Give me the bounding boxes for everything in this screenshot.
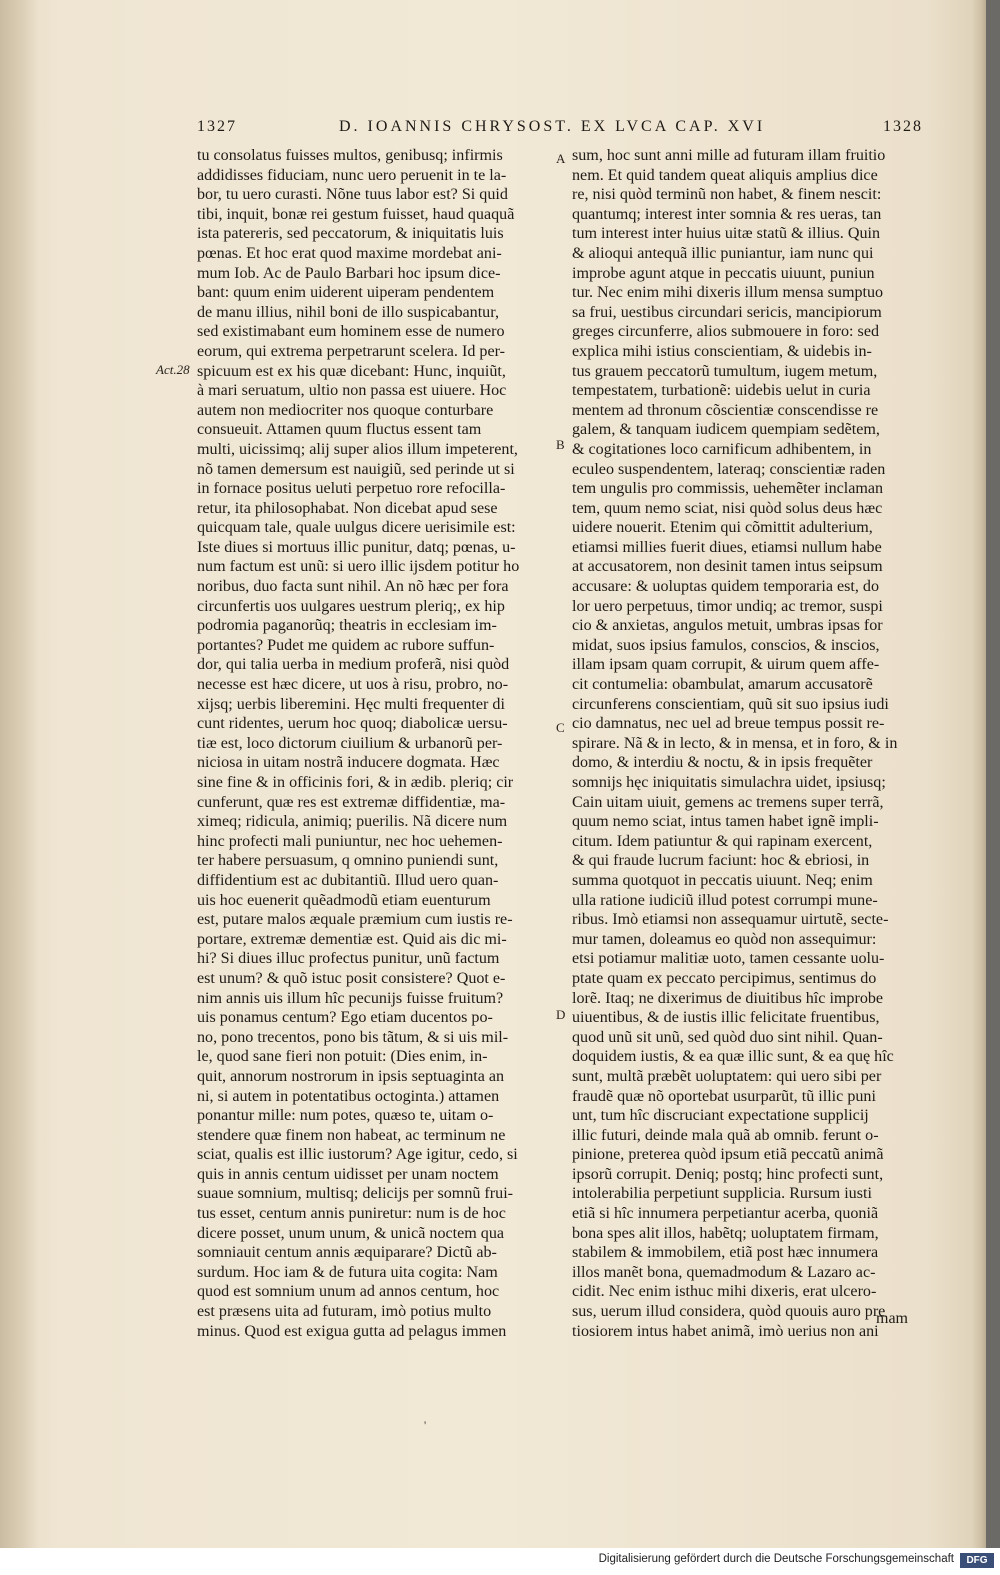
text-line: de manu illius, nihil boni de illo suspicabantur,: [197, 303, 499, 321]
text-line: le, quod sane fieri non potuit: (Dies enim, in-: [197, 1048, 488, 1066]
text-line: cit contumelia: obambulat, amarum accusatorẽ: [572, 676, 873, 694]
text-line: dicere posset, unum unum, & unicã noctem qua: [197, 1224, 505, 1242]
text-line: cio damnatus, nec uel ad breue tempus possit re-: [572, 715, 885, 733]
text-line: somnijs hęc iniquitatis simulachra uidet, ipsiusq;: [572, 774, 886, 791]
section-letter-d: D: [556, 1007, 566, 1022]
running-header: [197, 118, 923, 144]
text-line: num factum est unũ: si uero illic ijsdem potitur ho: [197, 558, 520, 576]
text-line: hi? Si diues illuc profectus punitur, unũ factum: [197, 950, 500, 968]
text-line: retur, ita philosophabat. Non dicebat apud sese: [197, 499, 498, 517]
text-line: ista patereris, sed peccatorum, & iniquitatis luis: [197, 225, 504, 243]
page-edge: [972, 0, 986, 1548]
folio-number-left: 1327: [197, 118, 237, 135]
text-line: ulla ratione iudiciũ illud potest corrumpi mune-: [572, 891, 878, 909]
text-line: ter habere persuasum, q omnino puniendi sunt,: [197, 852, 499, 870]
text-line: tur. Nec enim mihi dixeris illum mensa sumptuo: [572, 284, 884, 302]
text-line: suaue somnium, multisq; delicijs per somnũ frui-: [197, 1185, 514, 1203]
text-line: surdum. Hoc iam & de futura uita cogita: Nam: [197, 1263, 498, 1281]
text-line: sunt, multã præbẽt uoluptatem: qui uero sibi per: [572, 1067, 882, 1085]
text-line: spicuum est ex his quæ dicebant: Hunc, inquiũt,: [197, 362, 506, 380]
text-line: nim annis uis illum hîc pecunijs fuisse fruitum?: [197, 989, 504, 1007]
text-line: ptate quam ex peccato percipimus, sentimus do: [572, 969, 877, 987]
text-line: etiamsi millies fuerit diues, etiamsi nullum habe: [572, 538, 882, 556]
text-line: fraudẽ quæ nõ oportebat usurparũt, tũ illic puni: [572, 1087, 876, 1105]
text-line: quod unũ sit unũ, sed quòd duo sint nihil. Quan-: [572, 1028, 883, 1046]
dfg-logo: DFG: [960, 1553, 994, 1568]
text-line: nem. Et quid tandem queat aliquis amplius dice: [572, 166, 878, 184]
text-line: tiosiorem intus habet animã, imò uerius non ani: [572, 1322, 879, 1340]
text-line: pœnas. Et hoc erat quod maxime mordebat ani-: [197, 244, 502, 262]
text-line: bant: quum enim uiderent uiperam pendentem: [197, 284, 495, 302]
text-line: no, pono trecentos, pono bis tãtum, & si uis mil-: [197, 1028, 509, 1046]
text-line: at accusatorem, non desinit tamen intus seipsum: [572, 558, 883, 576]
text-line: minus. Quod est exigua gutta ad pelagus immen: [197, 1322, 507, 1340]
text-line: re, nisi quòd terminũ non habet, & finem nescit:: [572, 186, 882, 204]
text-line: eculeo suspendentem, lateraq; conscientiæ raden: [572, 460, 886, 478]
right-text-column: [572, 146, 924, 1340]
text-line: pinione, preterea quòd ipsum etiã peccatũ animã: [572, 1146, 884, 1164]
text-line: illam ipsam quam corrupit, & uirum quem affe-: [572, 656, 880, 674]
text-line: citum. Idem patiuntur & qui rapinam exercent,: [572, 832, 873, 850]
text-line: bona spes alit illos, habẽtq; uoluptatem firmam,: [572, 1224, 879, 1242]
text-line: necesse est hæc dicere, ut uos à risu, probro, no-: [197, 676, 509, 694]
text-line: intolerabilia perpetiunt supplicia. Rursum iusti: [572, 1185, 872, 1203]
text-line: mum Iob. Ac de Paulo Barbari hoc ipsum dice-: [197, 264, 501, 282]
text-line: sine fine & in officinis fori, & in ædib. pleriq; cir: [197, 774, 514, 791]
text-line: mentem ad thronum cõscientiæ conscendisse re: [572, 401, 879, 419]
left-text-column: [197, 146, 553, 1340]
text-line: circunfertis uos uulgares uestrum pleriq;, ex hip: [197, 597, 505, 615]
text-line: tempestatem, turbationẽ: uidebis uelut in curia: [572, 382, 871, 400]
text-line: uidere nouerit. Etenim qui cõmittit adulterium,: [572, 519, 873, 537]
text-line: cidit. Nec enim isthuc mihi dixeris, erat ulcero-: [572, 1283, 877, 1301]
text-line: ipsorũ corrupit. Deniq; postq; hinc profecti sunt,: [572, 1165, 884, 1183]
text-line: eorum, qui extrema perpetrarunt scelera. Id per-: [197, 342, 505, 360]
text-line: somniauit centum annis æquiparare? Dictũ ab-: [197, 1244, 497, 1262]
text-line: à mari seruatum, ultio non passa est uiuere. Hoc: [197, 382, 507, 400]
footer-credit: Digitalisierung gefördert durch die Deutsche Forschungsgemeinschaft: [598, 1553, 954, 1565]
text-line: spirare. Nã & in lecto, & in mensa, et in foro, & in: [572, 734, 898, 752]
text-line: est unum? & quõ istuc posit consistere? Quot e-: [197, 969, 506, 987]
section-letter-b: B: [556, 437, 565, 452]
section-letter-a: A: [556, 151, 566, 166]
text-line: addidisses fiduciam, nunc uero peruenit in te la-: [197, 166, 507, 184]
text-line: niciosa in uitam nostrã inducere dogmata. Hæc: [197, 754, 500, 772]
text-line: greges circunferre, alios submouere in foro: sed: [572, 323, 880, 341]
text-line: tem ungulis pro commissis, uehemẽter inclaman: [572, 480, 884, 498]
text-line: bor, tu uero curasti. Nõne tuus labor est? Si quid: [197, 186, 508, 204]
catchword: mam: [876, 1310, 908, 1327]
text-line: etiã si hîc innumera perpetiantur acerba, quoniã: [572, 1205, 879, 1223]
text-line: & alioqui antequã illic puniantur, iam nunc qui: [572, 244, 874, 262]
text-line: uis ponamus centum? Ego etiam ducentos po-: [197, 1009, 493, 1027]
text-line: podromia paganorũq; theatris in ecclesiam im-: [197, 617, 497, 635]
text-line: cunt ridentes, uerum hoc quoq; diabolicæ uersu-: [197, 715, 508, 733]
text-line: tem, quum nemo sciat, nisi quòd solus deus hæc: [572, 499, 883, 517]
text-line: summa quotquot in peccatis uiuunt. Neq; enim: [572, 871, 873, 889]
text-line: autem non mediocriter nos quoque conturbare: [197, 401, 494, 419]
text-line: est præsens uita ad futuram, imò potius multo: [197, 1303, 492, 1321]
text-line: xijsq; uerbis liberemini. Hęc multi frequenter di: [197, 695, 505, 713]
text-line: lor uero perpetuus, timor undiq; ac tremor, suspi: [572, 597, 883, 615]
text-line: sa frui, uestibus circundari sericis, mancipiorum: [572, 303, 882, 321]
text-line: multi, uicissimq; alij super alios illum impeterent,: [197, 440, 518, 458]
text-line: improbe agunt atque in peccatis uiuunt, puniun: [572, 264, 875, 282]
text-line: quit, annorum nostrorum in ipsis septuaginta an: [197, 1067, 505, 1085]
text-line: quod est somnium unum ad annos centum, hoc: [197, 1283, 500, 1301]
text-line: ni, si autem in potentatibus octoginta.) attamen: [197, 1087, 500, 1105]
text-line: & cogitationes loco carnificum adhibentem, in: [572, 440, 872, 458]
text-line: diffidentium est ac dubitantiũ. Illud uero quan-: [197, 871, 499, 889]
text-line: etsi potiamur malitiæ uoto, tamen cessante uolu-: [572, 950, 885, 968]
text-line: ximeq; ridicula, animiq; puerilis. Nã dicere num: [197, 813, 508, 831]
ink-mark: ': [424, 1418, 427, 1432]
text-line: uiuentibus, & de iustis illic felicitate fruentibus,: [572, 1009, 880, 1027]
text-line: sciat, qualis est illic iustorum? Age igitur, cedo, si: [197, 1146, 518, 1164]
text-line: accusare: & uoluptas quidem temporaria est, do: [572, 578, 880, 596]
text-line: quicquam tale, quale uulgus dicere uerisimile est:: [197, 519, 516, 537]
text-line: sed existimabant eum hominem esse de numero: [197, 323, 505, 341]
text-line: midat, suos ipsius famulos, conscios, & inscios,: [572, 636, 880, 654]
text-line: Iste diues si mortuus illic punitur, datq; pœnas, u-: [197, 538, 516, 556]
text-line: quis in annis centum uidisset per unam noctem: [197, 1165, 499, 1183]
text-line: explica mihi istius conscientiam, & uidebis in-: [572, 342, 872, 360]
text-line: unt, tum hîc discruciant expectatione supplicij: [572, 1107, 869, 1125]
text-line: tibi, inquit, bonæ rei gestum fuisset, haud quaquã: [197, 205, 515, 223]
text-line: hinc profecti mali puniuntur, nec hoc uehemen-: [197, 832, 503, 850]
text-line: est, putare malos æquale præmium cum iustis re-: [197, 911, 513, 929]
text-line: illos manẽt bona, quemadmodum & Lazaro ac-: [572, 1263, 876, 1281]
text-line: & qui fraude lucrum faciunt: hoc & ebriosi, in: [572, 852, 870, 870]
text-line: uis hoc euenerit quẽadmodũ etiam euenturum: [197, 891, 491, 909]
page-gutter-shadow: [0, 0, 38, 1548]
text-line: noribus, duo facta sunt nihil. An nõ hæc per fora: [197, 578, 509, 596]
text-line: illic futuri, deinde mala quã ab omnib. ferunt o-: [572, 1126, 879, 1144]
text-line: tiæ est, loco dictorum ciuilium & urbanorũ per-: [197, 734, 503, 752]
text-line: circunferens conscientiam, quũ sit suo ipsius iudi: [572, 695, 889, 713]
text-line: quantumq; interest inter somnia & res ueras, tan: [572, 205, 882, 223]
text-line: in fornace positus ueluti perpetuo rore refocilla-: [197, 480, 506, 498]
text-line: consueuit. Attamen quum fluctus essent tam: [197, 421, 482, 439]
text-line: domo, & interdiu & noctu, & in ipsis frequẽter: [572, 754, 873, 772]
text-line: ribus. Imò etiamsi non assequamur uirtutẽ, secte-: [572, 911, 889, 929]
text-line: cio & anxietas, angulos metuit, umbras ipsas for: [572, 617, 883, 635]
marginal-citation: Act.28: [156, 362, 190, 377]
text-line: tum interest inter huius uitæ statũ & illius. Quin: [572, 225, 881, 243]
text-line: tus esset, centum annis puniretur: num is de hoc: [197, 1205, 506, 1223]
text-line: nõ tamen demersum est nauigiũ, sed perinde ut si: [197, 460, 515, 478]
text-line: doquidem iustis, & ea quæ illic sunt, & ea quę hîc: [572, 1048, 894, 1066]
running-title: D. IOANNIS CHRYSOST. EX LVCA CAP. XVI: [339, 118, 766, 135]
text-line: mur tamen, doleamus eo quòd non assequimur:: [572, 930, 877, 948]
text-line: ponantur mille: num potes, quæso te, uitam o-: [197, 1107, 494, 1125]
text-line: portare, extremæ dementiæ est. Quid ais dic mi-: [197, 930, 507, 948]
text-line: portantes? Pudet me quidem ac rubore suffun-: [197, 636, 495, 654]
text-line: cunferunt, quæ res est extremæ diffidentiæ, ma-: [197, 793, 506, 811]
text-line: quum nemo sciat, intus tamen habet ignẽ impli-: [572, 813, 879, 831]
text-line: lorẽ. Itaq; ne dixerimus de diuitibus hîc improbe: [572, 989, 884, 1007]
text-line: sus, uerum illud considera, quòd quouis auro pre: [572, 1303, 886, 1321]
text-line: tu consolatus fuisses multos, genibusq; infirmis: [197, 147, 503, 164]
folio-number-right: 1328: [883, 118, 923, 135]
text-line: stabilem & immobilem, etiã post hæc innumera: [572, 1244, 879, 1262]
text-line: sum, hoc sunt anni mille ad futuram illam fruitio: [572, 147, 886, 164]
text-line: Cain uitam uiuit, gemens ac tremens super terrã,: [572, 793, 884, 811]
text-line: stendere quæ finem non habeat, ac terminum ne: [197, 1126, 506, 1144]
section-letter-c: C: [556, 720, 565, 735]
text-line: dor, qui talia uerba in medium proferã, nisi quòd: [197, 656, 510, 674]
text-line: galem, & tanquam iudicem quempiam sedẽtem,: [572, 421, 880, 439]
text-line: tus grauem peccatorũ tumultum, iugem metum,: [572, 362, 878, 380]
